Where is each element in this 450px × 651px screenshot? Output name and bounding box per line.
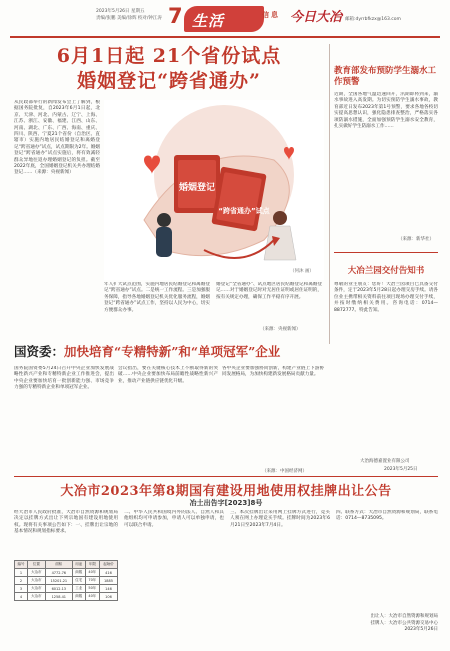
illustration-label-2: “跨省通办”试点: [218, 207, 270, 215]
side-divider: [334, 252, 438, 253]
table-cell: 15201.21: [45, 577, 72, 585]
table-cell: 4772.76: [45, 569, 72, 577]
notice-body-3: 三、本次挂牌出让采用网上挂牌方式进行，竞买人须在网上办理竞买手续。挂牌时间为2023年6月21日至2023年7月4日。: [230, 510, 330, 528]
table-cell: 1: [15, 569, 28, 577]
table-cell: 106: [99, 593, 117, 601]
second-article-source: （来源：中国经济网）: [262, 469, 307, 474]
side-article-2-title: 大冶兰园交付告知书: [347, 266, 425, 276]
table-header-cell: 位置: [27, 561, 45, 569]
table-cell: 大冶市: [27, 585, 45, 593]
table-header-cell: 面积: [45, 561, 72, 569]
header-email: 邮箱:dyrrbfkzx@163.com: [345, 17, 401, 22]
table-cell: 1885: [99, 577, 117, 585]
table-cell: 416: [99, 569, 117, 577]
table-cell: 商服: [72, 593, 85, 601]
table-cell: 1258.41: [45, 593, 72, 601]
table-header-cell: 用途: [72, 561, 85, 569]
newspaper-logo: 今日大冶: [290, 10, 343, 25]
marriage-illustration: [104, 100, 324, 280]
lead-article-mid-col-1: 年人扩大试点范围，实施内地居民结婚登记和离婚登记“跨省通办”试点。二是统一工作流程。三是加强服务保障，指导各地婚姻登记机关优化服务流程，婚姻登记“跨省通办”试点工作，坚持以人民为中心，切实方便群众办事。: [104, 282, 210, 313]
side-article-1-title: 教育部发布预防学生溺水工作预警: [334, 66, 437, 87]
table-cell: 146: [99, 585, 117, 593]
lead-article-source: （来源：央视新闻）: [260, 327, 301, 332]
side-article-1-source: （来源：新华社）: [398, 237, 434, 242]
table-header-cell: 编号: [15, 561, 28, 569]
side-article-1-body: 近期，全国各地气温迅速回升，汛期即将到来，溺水事故进入高发期。为切实预防学生溺水事故，教育部近日发布2023年第1号预警，要求各地各校切实提高思想认识，强化隐患排查整治，严格落实各项防溺水措施，全面加强预防学生溺水安全教育，扎实做好学生防溺水工作……: [334, 92, 438, 130]
table-row: [15, 569, 118, 577]
notice-footer-date: 2023年5月26日: [404, 627, 438, 632]
notice-body-4: 四、联系方式：大冶市自然资源和规划局，联系电话：0714—8735095。: [336, 510, 438, 522]
notice-headline: 大冶市2023年第8期国有建设用地使用权挂牌出让公告: [60, 484, 392, 499]
table-cell: 3: [15, 585, 28, 593]
lead-headline-line-2: 婚姻登记“跨省通办”: [77, 70, 261, 92]
notice-body-1: 经大冶市人民政府批准，大冶市自然资源和规划局决定以挂牌方式出让下列宗地国有建设用地使用权。现将有关事项公告如下：一、挂牌出让宗地的基本情况和规划指标要求。: [14, 510, 118, 535]
table-cell: 住宅: [72, 577, 85, 585]
table-cell: 商服: [72, 569, 85, 577]
column-divider: [329, 44, 330, 344]
table-row: [15, 585, 118, 593]
second-article-col-1: 国务院国资委5月24日召开中央企业加快发展战略性新兴产业和专精特新企业工作推进会，提出中央企业要加快培育一批创新能力强、市场竞争力强的专精特新企业和单项冠军企业。: [14, 366, 114, 391]
table-cell: 40年: [85, 593, 99, 601]
page-header: [0, 0, 450, 38]
table-cell: 大冶市: [27, 593, 45, 601]
table-cell: 4: [15, 593, 28, 601]
section-brand: 生活: [184, 6, 264, 32]
section-sub: 信息: [262, 11, 280, 19]
notice-footer-org: 出让人：大冶市自然资源和规划局: [370, 614, 438, 619]
second-article-col-2: 会议指出，要在关键核心技术上不断取得新的突破……中央企业要加快布局前瞻性战略性新兴产业，推动产业链供应链优化升级。: [118, 366, 218, 384]
second-article-title: 加快培育“专精特新”和“单项冠军”企业: [64, 344, 281, 359]
lead-article-mid-col-2: 婚登记“全省通办”、试点地区居民结婚登记和离婚登记……对于婚姻登记时对无居住证明或居住证明的，按有关规定办理，确保工作平稳有序开展。: [216, 282, 322, 300]
header-date: 2023年5月26日 星期五: [96, 9, 145, 14]
table-header-row: [15, 561, 118, 569]
second-article-prefix: 国资委：: [14, 344, 65, 359]
lead-headline: [14, 44, 324, 94]
side-article-2-signature: 大冶海德嘉置业有限公司: [360, 459, 410, 464]
side-article-2-body: 尊敬的业主朋友：您好！大冶兰园项目已具备交付条件，定于2023年5月28日起办理交房手续。请各位业主携带相关资料前往项目现场办理交付手续，并按时缴纳相关费用。咨询电话：0714—8872777。特此告知。: [334, 282, 438, 313]
table-cell: 70年: [85, 577, 99, 585]
table-header-cell: 起始价: [99, 561, 117, 569]
side-article-2-date: 2023年5月25日: [384, 467, 418, 472]
illustration-label-1: 婚姻登记: [178, 183, 216, 193]
table-cell: 40年: [85, 569, 99, 577]
lead-headline-line-1: 6月1日起 21个省份试点: [56, 45, 282, 67]
table-cell: 大冶市: [27, 569, 45, 577]
notice-body-2: 二、中华人民共和国境内外的法人、自然人和其他组织均可申请参加，申请人可以单独申请，也可以联合申请。: [124, 510, 224, 528]
illustration-caption: （何沐 画）: [290, 269, 314, 274]
table-cell: 工业: [72, 585, 85, 593]
table-row: [15, 577, 118, 585]
table-row: [15, 593, 118, 601]
page-number: 7: [168, 4, 183, 28]
table-cell: 大冶市: [27, 577, 45, 585]
land-lots-table: [14, 560, 118, 601]
table-header-cell: 年限: [85, 561, 99, 569]
notice-top-rule: [14, 476, 438, 477]
table-cell: 2: [15, 577, 28, 585]
table-cell: 50年: [85, 585, 99, 593]
table-cell: 6012.13: [45, 585, 72, 593]
notice-doc-number: 冶土出告字[2023]8号: [189, 499, 263, 507]
second-article-headline: [14, 341, 324, 363]
header-editors: 责编/张鹏 美编/徐辉 校对/钟江涛: [96, 16, 162, 21]
second-article-col-3: 各中央企业要加强协同创新，构建产业链上下游协同发展格局，为加快构建新发展格局贡献力量。: [222, 366, 324, 378]
notice-footer-org2: 挂牌人：大冶市公共资源交易中心: [370, 620, 438, 626]
notice-footer: [336, 614, 438, 634]
lead-article-body: 从民政部举行的新闻发布会上了解到，根据国务院批复，自2023年6月1日起，北京、天津、河北、内蒙古、辽宁、上海、江苏、浙江、安徽、福建、江西、山东、河南、湖北、广东、广西、海南、重庆、四川、陕西、宁夏21个省份（自治区、直辖市）实施内地居民结婚登记和离婚登记“跨省通办”试点，试点期限为2年。婚姻登记“跨省通办”试点实施后，将有效减轻群众异地往返办理婚姻登记的负担。截至2022年底，全国婚姻登记机关共办理结婚登记……（来源：央视新闻）: [14, 100, 100, 176]
header-rule: [10, 36, 440, 38]
